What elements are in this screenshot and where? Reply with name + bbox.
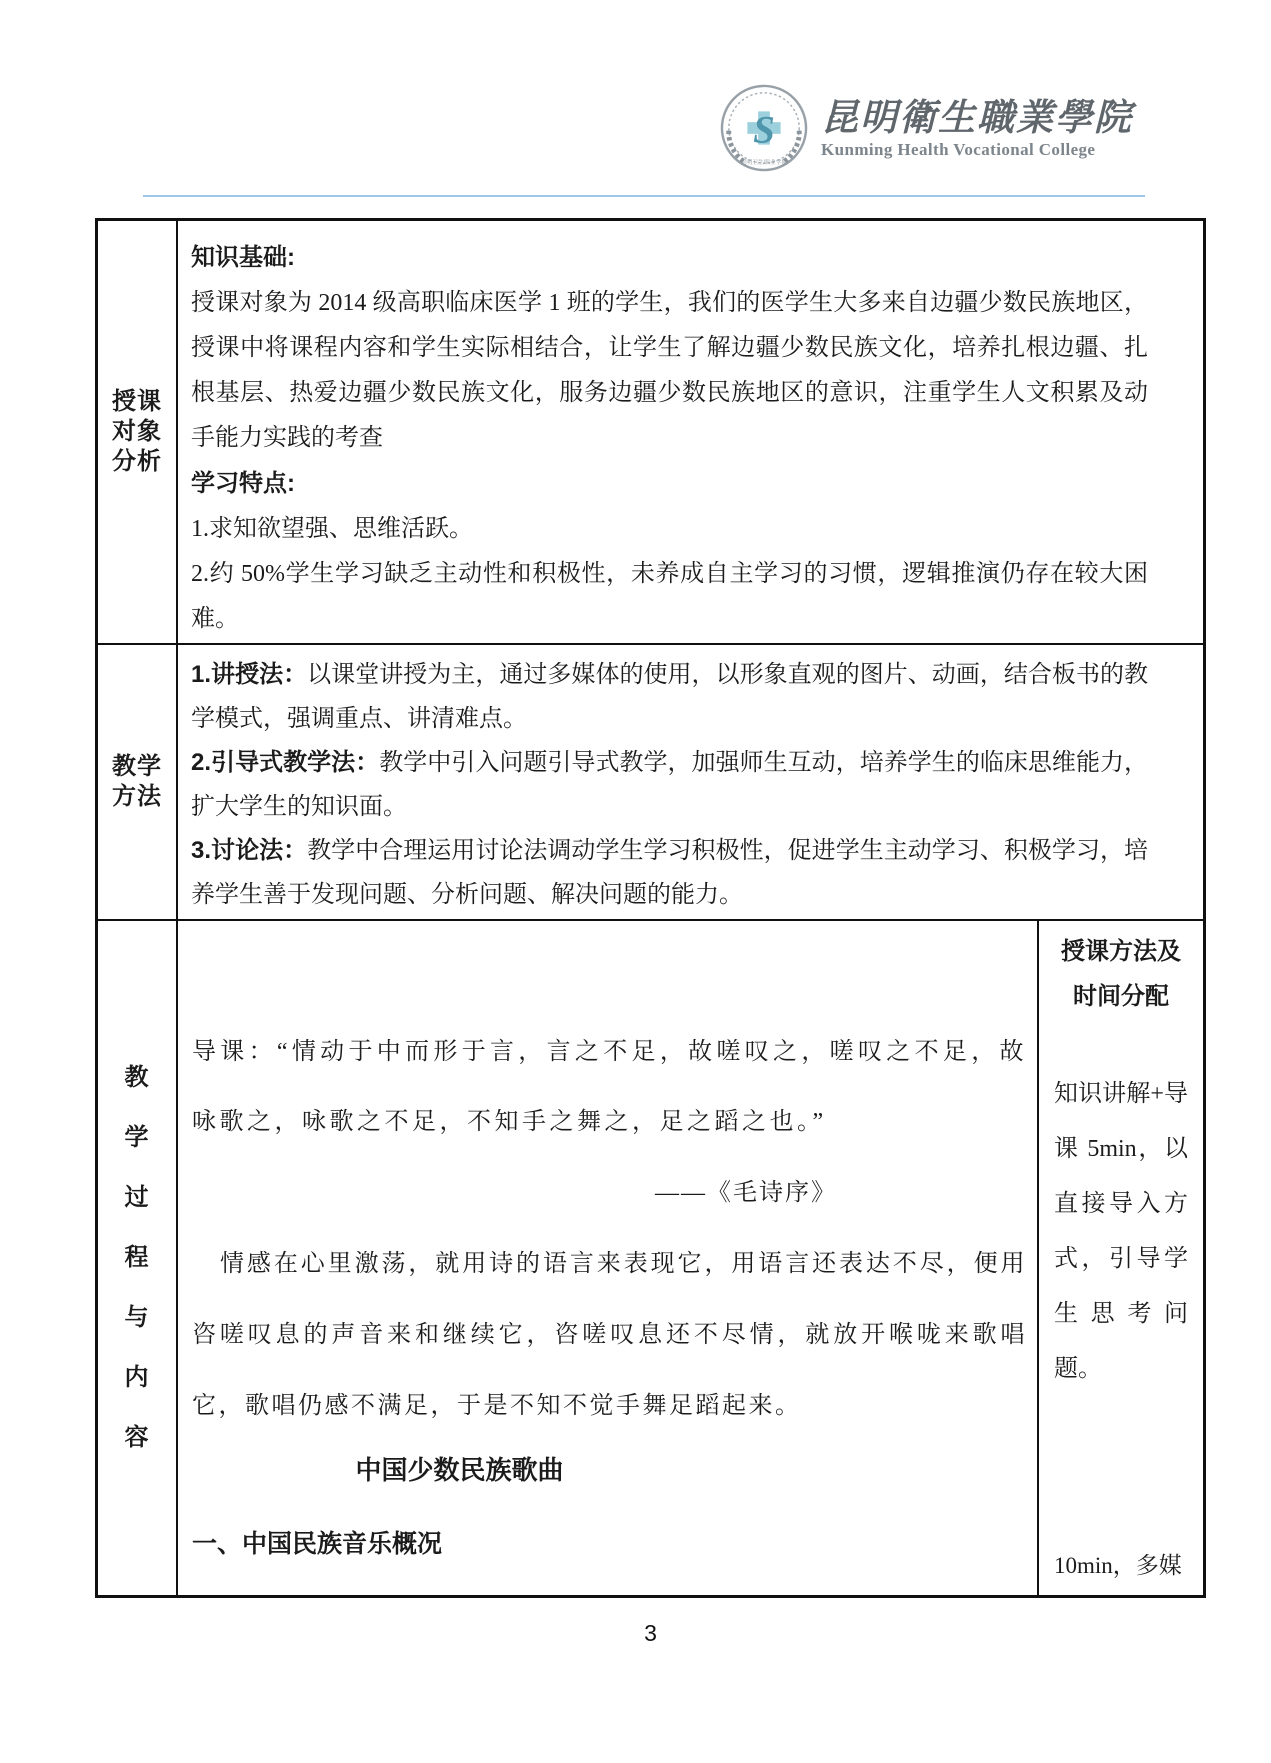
sidebar-header: 授课方法及时间分配 [1061,938,1181,1010]
learning-trait-item: 1.求知欲望强、思维活跃。 [191,516,473,542]
college-name-cn: 昆明衛生職業學院 [821,95,1133,139]
quote-explanation-paragraph: 情感在心里激荡，就用诗的语言来表现它，用语言还表达不尽，便用咨嗟叹息的声音来和继续它，咨嗟叹息还不尽情，就放开喉咙来歌唱它，歌唱仍感不满足，于是不知不觉手舞足蹈起来。 [192,1251,1027,1419]
seal-micro-text: 昆明卫生职业学院 [740,160,788,167]
method-item-text: 教学中合理运用讨论法调动学生学习积极性，促进学生主动学习、积极学习，培养学生善于发现问题、分析问题、解决问题的能力。 [191,838,1149,908]
lesson-intro-quote: 导课：“情动于中而形于言，言之不足，故嗟叹之，嗟叹之不足，故咏歌之，咏歌之不足，不知手之舞之，足之蹈之也。” [192,1039,1027,1135]
row-label-line: 方法 [112,783,162,810]
method-item-text: 以课堂讲授为主，通过多媒体的使用，以形象直观的图片、动画，结合板书的教学模式，强调重点、讲清难点。 [191,662,1149,732]
method-item-lead: 2.引导式教学法： [191,749,380,776]
knowledge-base-paragraph: 授课对象为 2014 级高职临床医学 1 班的学生，我们的医学生大多来自边疆少数民族地区，授课中将课程内容和学生实际相结合，让学生了解边疆少数民族文化，培养扎根边疆、扎根基层、热爱边疆少数民族文化，服务边疆少数民族地区的意识，注重学生人文积累及动手能力实践的考查 [191,290,1148,451]
table-row-audience-analysis [98,221,1203,645]
table-row-teaching-methods [98,645,1203,921]
row-label-char: 容 [124,1424,150,1451]
teaching-process-content [178,921,1039,1595]
learning-trait-item: 2.约 50%学生学习缺乏主动性和积极性，未养成自主学习的习惯，逻辑推演仍存在较大困难。 [191,561,1148,632]
sidebar-note-intro: 知识讲解+导课 5min，以直接导入方式，引导学生思考问题。 [1054,1081,1188,1382]
lesson-title: 中国少数民族歌曲 [355,1455,564,1485]
svg-text:S: S [753,108,775,152]
row-label-line: 分析 [112,448,162,475]
row-label-char: 程 [124,1244,150,1271]
teaching-methods-content [178,645,1203,919]
row-label-char: 内 [124,1364,150,1391]
row-label-teaching-methods [98,645,178,919]
row-label-audience-analysis [98,221,178,643]
header-divider-line [143,195,1145,197]
row-label-char: 教 [124,1064,150,1091]
row-label-line: 授课 [112,388,162,415]
row-label-line: 对象 [112,418,162,445]
learning-traits-heading: 学习特点: [191,470,295,497]
method-item [191,653,1148,741]
audience-analysis-content [178,221,1203,643]
row-label-teaching-process [98,921,178,1595]
college-name [821,95,1133,161]
method-item [191,741,1148,829]
method-time-sidebar [1039,921,1203,1595]
college-logo [720,84,1133,172]
page-number: 3 [644,1620,657,1646]
quote-attribution: ——《毛诗序》 [655,1180,837,1206]
method-item-text: 教学中引入问题引导式教学，加强师生互动，培养学生的临床思维能力，扩大学生的知识面。 [191,750,1148,820]
college-seal-icon [720,84,808,172]
row-label-char: 过 [124,1184,150,1211]
method-item [191,829,1148,917]
lesson-plan-table [95,218,1206,1598]
row-label-line: 教学 [112,753,162,780]
knowledge-base-heading: 知识基础: [191,244,295,271]
method-item-lead: 3.讨论法： [191,837,308,864]
row-label-char: 与 [124,1304,150,1331]
college-name-en: Kunming Health Vocational College [821,140,1096,159]
table-row-teaching-process [98,921,1203,1595]
section-one-title: 一、中国民族音乐概况 [192,1530,443,1558]
sidebar-note-next: 10min，多媒 [1054,1553,1182,1578]
method-item-lead: 1.讲授法： [191,661,308,688]
row-label-char: 学 [124,1124,150,1151]
